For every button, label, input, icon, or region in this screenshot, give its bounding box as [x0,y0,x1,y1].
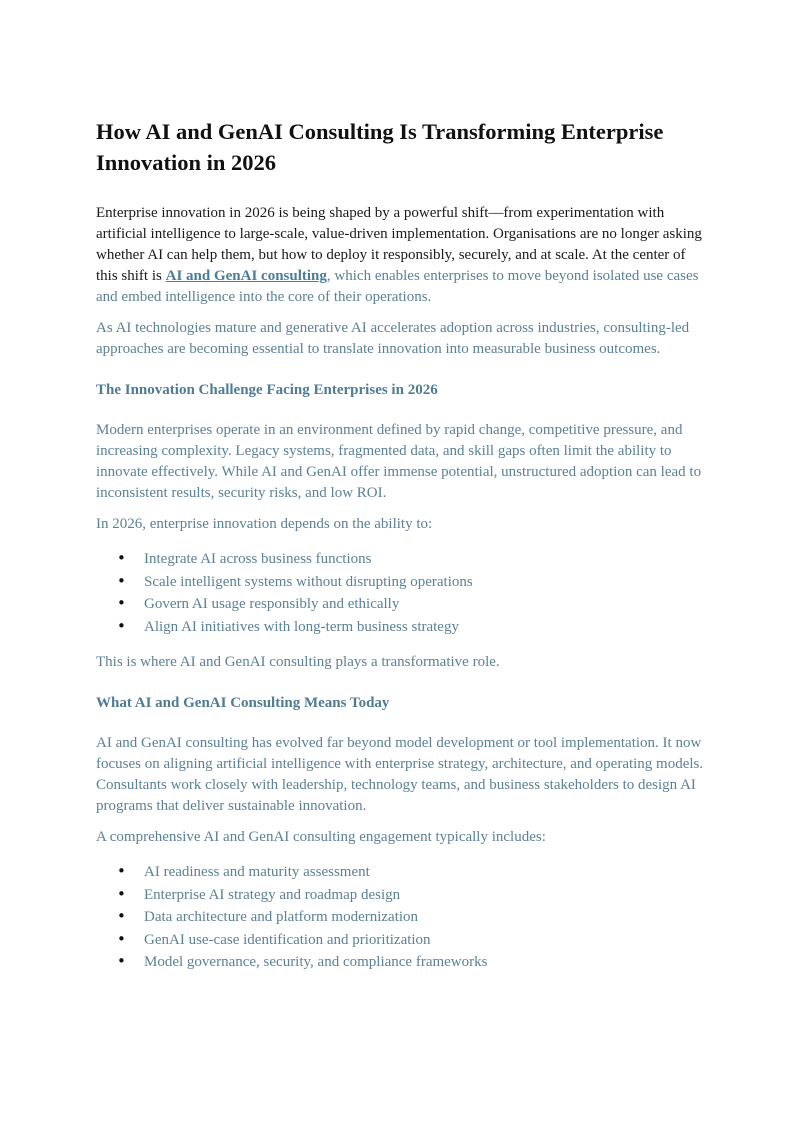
innovation-challenge-paragraph: Modern enterprises operate in an environment defined by rapid change, competitive pressure, and increasing complexity. Legacy systems, fragmented data, and skill gaps often limit the ability to innovate effectively. While AI and GenAI offer immense potential, unstructured adoption can lead to inconsistent results, security risks, and low ROI. [96,422,702,501]
list-item: • Enterprise AI strategy and roadmap design [96,884,706,907]
innovation-lead-paragraph: In 2026, enterprise innovation depends on the ability to: [96,516,433,532]
adoption-paragraph: As AI technologies mature and generative AI accelerates adoption across industries, consulting-led approaches are becoming essential to translate innovation into measurable business outcomes. [96,320,690,357]
engagement-includes-list [96,861,706,974]
consulting-today-paragraph: AI and GenAI consulting has evolved far beyond model development or tool implementation. It now focuses on aligning artificial intelligence with enterprise strategy, architecture, and operating models. Consultants work closely with leadership, technology teams, and business stakeholders to design AI programs that deliver sustainable innovation. [96,735,704,814]
document-content [96,116,706,974]
bullet-icon: • [117,884,126,903]
list-item: • Integrate AI across business functions [96,548,706,571]
bullet-icon: • [117,571,126,590]
list-item: • GenAI use-case identification and prioritization [96,929,706,952]
list-item: • Data architecture and platform modernization [96,906,706,929]
intro-text-part2: , which enables enterprises to move beyond isolated use cases and embed intelligence into the core of their operations. [96,268,699,305]
bullet-icon: • [117,594,126,612]
bullet-icon: • [117,862,126,880]
transformative-role-paragraph: This is where AI and GenAI consulting plays a transformative role. [96,654,500,670]
list-item: • AI readiness and maturity assessment [96,861,706,884]
innovation-abilities-list [96,548,706,638]
bullet-icon: • [117,907,126,925]
bullet-icon: • [117,952,126,970]
engagement-lead-paragraph: A comprehensive AI and GenAI consulting engagement typically includes: [96,829,546,845]
list-item: • Govern AI usage responsibly and ethically [96,593,706,616]
section-heading-consulting-today: What AI and GenAI Consulting Means Today [96,695,390,711]
list-item: • Align AI initiatives with long-term business strategy [96,616,706,639]
list-item: • Model governance, security, and compliance frameworks [96,951,706,974]
list-item: • Scale intelligent systems without disrupting operations [96,571,706,594]
bullet-icon: • [117,616,126,635]
intro-text-part1: Enterprise innovation in 2026 is being shaped by a powerful shift—from experimentation with artificial intelligence to large-scale, value-driven implementation. Organisations are no longer asking whether AI can help them, but how to deploy it responsibly, securely, and at scale. At the center of this shift is [96,205,702,284]
page-title: How AI and GenAI Consulting Is Transforming Enterprise Innovation in 2026 [96,119,664,175]
intro-paragraph [96,203,706,308]
bullet-icon: • [117,929,126,948]
ai-genai-consulting-link[interactable]: AI and GenAI consulting [165,268,327,284]
section-heading-innovation-challenge: The Innovation Challenge Facing Enterprises in 2026 [96,382,438,398]
bullet-icon: • [117,549,126,567]
